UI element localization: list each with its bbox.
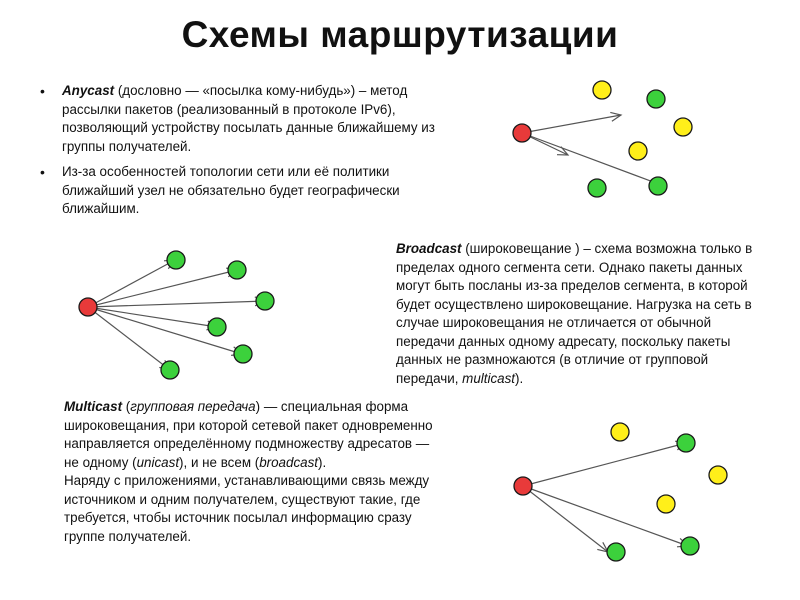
- multicast-def-c: ), и не всем (: [179, 454, 260, 470]
- multicast-arrow: [523, 443, 686, 486]
- multicast-unicast-ref: unicast: [136, 454, 180, 470]
- broadcast-multicast-ref: multicast: [462, 370, 516, 386]
- multicast-def-b: ) — специальная форма широковещания, при которой сетевой пакет одновременно направляется определённому подмножеству адресатов — не одному (: [64, 399, 433, 470]
- page-title: Схемы маршрутизации: [181, 14, 619, 55]
- receiver-node: [677, 434, 695, 452]
- multicast-broadcast-ref: broadcast: [259, 454, 319, 470]
- multicast-alias: групповая передача: [130, 399, 256, 414]
- anycast-term: Anycast: [62, 83, 115, 98]
- broadcast-term: Broadcast: [396, 241, 462, 256]
- other-node: [657, 495, 675, 513]
- broadcast-def: (широковещание ) – схема возможна только в пределах одного сегмента сети. Однако пакеты данных могут быть посланы из-за пределов сегмента, в которой будет осуществлено широковещание. Нагрузка на сеть в случае широковещания не отличается от обычной передачи данных одному адресату, поскольку пакеты данных не размножаются (в отличие от групповой передачи,: [396, 241, 753, 386]
- anycast-note: • Из-за особенностей топологии сети или её политики ближайший узел не обязательно будет географически ближайшим.: [40, 163, 440, 219]
- other-node: [709, 466, 727, 484]
- source-node: [514, 477, 532, 495]
- multicast-term: Multicast: [64, 399, 123, 414]
- multicast-def-d: ).: [318, 454, 327, 470]
- multicast-note: Наряду с приложениями, устанавливающими связь между источником и одним получателем, существуют такие, где требуется, чтобы источник посылал информацию сразу группе получателей.: [64, 473, 430, 544]
- broadcast-tail: ).: [515, 370, 524, 386]
- receiver-node: [681, 537, 699, 555]
- multicast-arrow: [523, 486, 608, 552]
- multicast-def-a: (: [122, 399, 131, 414]
- anycast-def-text: (дословно — «посылка кому-нибудь») – метод рассылки пакетов (реализованный в протоколе IPv6), позволяющий устройству посылать данные ближайшему из группы получателей.: [62, 83, 435, 154]
- other-node: [611, 423, 629, 441]
- receiver-node: [607, 543, 625, 561]
